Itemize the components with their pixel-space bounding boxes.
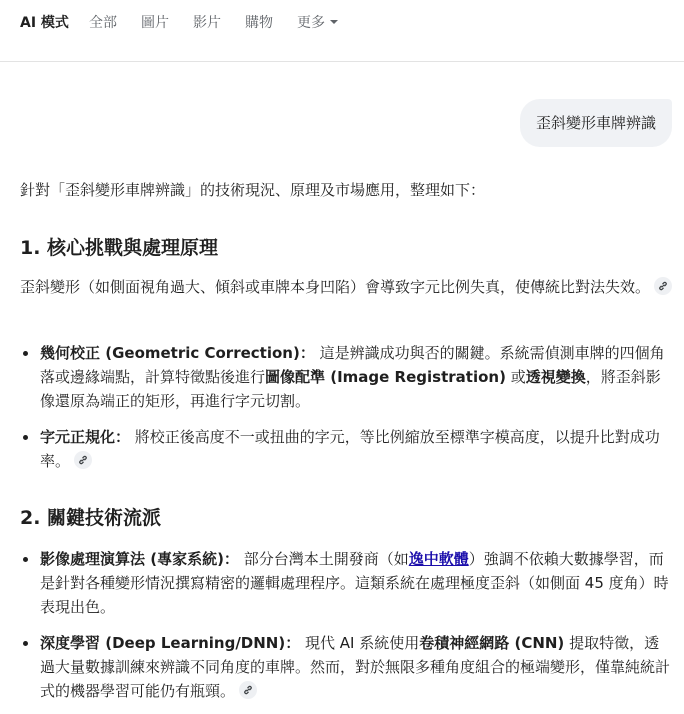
bullet-text: 部分台灣本土開發商（如 <box>243 550 409 568</box>
tab-ai-mode[interactable]: AI 模式 <box>20 15 69 31</box>
bullet-text: ）強調不依賴大數據學習，而是針對各種變形情況撰寫精密的邏輯處理程序。這類系統在處理極度歪斜（如側面 45 度角）時表現出色。 <box>40 550 669 616</box>
link-icon[interactable] <box>239 681 257 699</box>
ai-answer <box>20 178 672 700</box>
user-query-bubble: 歪斜變形車牌辨識 <box>520 99 672 147</box>
bullet-bold: 卷積神經網路 (CNN) <box>419 634 565 652</box>
search-tabs <box>0 0 684 62</box>
tab-shopping[interactable]: 購物 <box>245 15 273 31</box>
bullet-bold: 透視變換 <box>525 368 586 386</box>
tab-more-label: 更多 <box>297 15 325 31</box>
bullet-text: 這是辨識成功與否的關鍵。系統需偵測車牌的四個角落或邊緣端點，計算特徵點後進行 <box>40 344 665 386</box>
section-1-paragraph-text: 歪斜變形（如側面視角過大、傾斜或車牌本身凹陷）會導致字元比例失真，使傳統比對法失效。 <box>20 278 651 296</box>
bullet-term: 影像處理演算法 (專家系統)： <box>40 550 239 568</box>
section-2-heading: 2. 關鍵技術流派 <box>20 507 162 529</box>
tab-all[interactable]: 全部 <box>89 15 117 31</box>
list-item <box>20 631 672 703</box>
list-item <box>20 341 672 413</box>
bullet-text: 將校正後高度不一或扭曲的字元，等比例縮放至標準字模高度，以提升比對成功率。 <box>40 428 660 470</box>
bullet-text: 提取特徵，透過大量數據訓練來辨識不同角度的車牌。然而，對於無限多種角度組合的極端變形，僅靠純統計式的機器學習可能仍有瓶頸。 <box>40 634 671 700</box>
bullet-text: 現代 AI 系統使用 <box>305 634 420 652</box>
bullet-term: 幾何校正 (Geometric Correction)： <box>40 344 315 362</box>
bullet-bold: 圖像配準 (Image Registration) <box>265 368 506 386</box>
link-icon[interactable] <box>74 451 92 469</box>
chevron-down-icon <box>330 20 338 24</box>
list-item <box>20 547 672 619</box>
tab-more[interactable] <box>297 13 338 33</box>
section-1-heading: 1. 核心挑戰與處理原理 <box>20 237 219 259</box>
tab-videos[interactable]: 影片 <box>193 15 221 31</box>
link-icon[interactable] <box>654 277 672 295</box>
bullet-text: 或 <box>505 368 526 386</box>
bullet-text: ，將歪斜影像還原為端正的矩形，再進行字元切割。 <box>40 368 661 410</box>
section-1-paragraph <box>20 275 672 299</box>
vendor-link[interactable]: 逸中軟體 <box>408 550 469 568</box>
section-1-list <box>20 341 672 485</box>
section-2-list <box>20 547 672 714</box>
bullet-term: 深度學習 (Deep Learning/DNN)： <box>40 634 301 652</box>
bullet-term: 字元正規化： <box>40 428 131 446</box>
answer-intro: 針對「歪斜變形車牌辨識」的技術現況、原理及市場應用，整理如下： <box>20 181 486 199</box>
tab-images[interactable]: 圖片 <box>141 15 169 31</box>
list-item <box>20 425 672 473</box>
